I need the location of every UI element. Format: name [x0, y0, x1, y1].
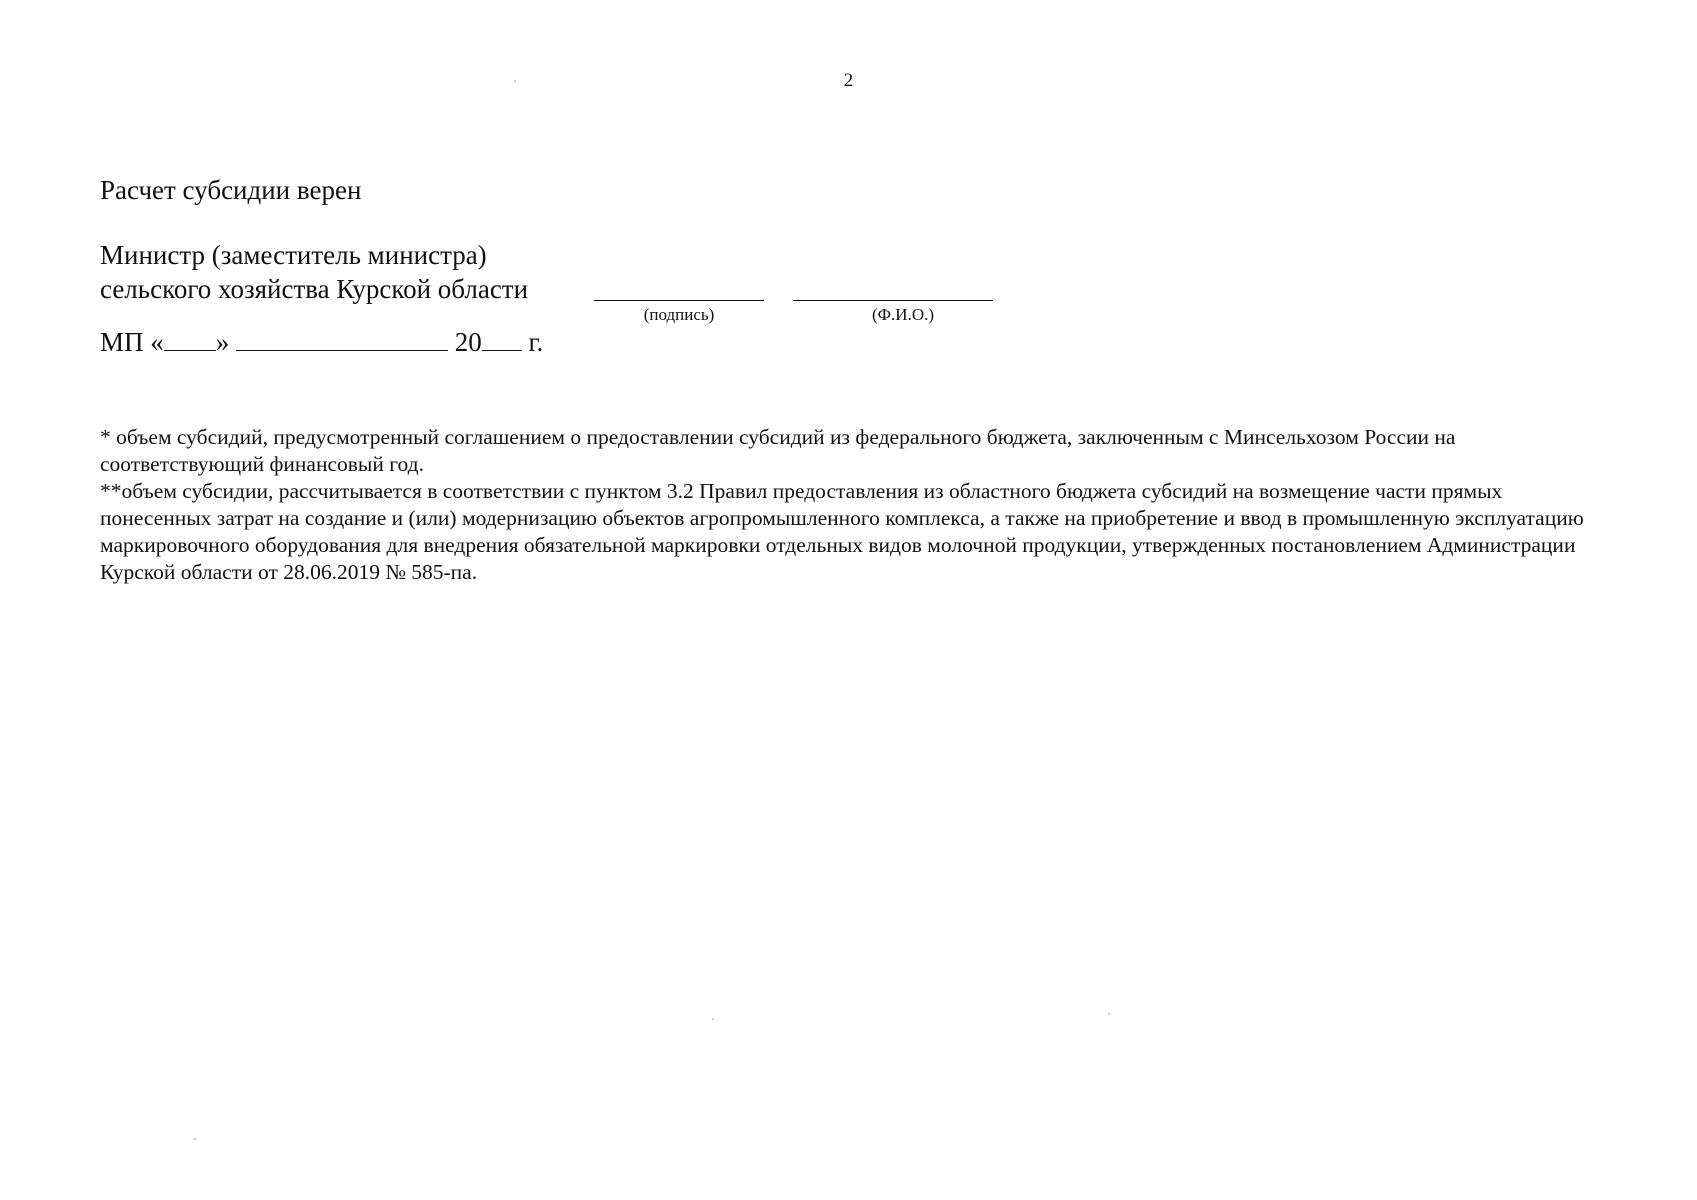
month-blank [236, 328, 448, 351]
full-name-line [793, 300, 993, 301]
year-prefix: 20 [454, 327, 482, 357]
full-name-caption: (Ф.И.О.) [871, 305, 935, 324]
day-blank [164, 328, 216, 351]
signer-title-line-1: Министр (заместитель министра) [100, 240, 487, 270]
signer-title-line-2: сельского хозяйства Курской области [100, 274, 529, 304]
calculation-verdict: Расчет субсидии верен [100, 175, 362, 205]
footnote-federal-subsidy: * объем субсидий, предусмотренный соглашением о предоставлении субсидий из федерального бюджета, заключенным с Минсельхозом России на соответствующий финансовый год. [100, 425, 1456, 476]
footnotes [100, 424, 1600, 586]
scan-speck [712, 1018, 714, 1020]
stamp-date-row [100, 326, 543, 358]
year-suffix: г. [528, 327, 544, 357]
signer-title [100, 238, 528, 306]
footnote-regional-subsidy: **объем субсидии, рассчитывается в соответствии с пунктом 3.2 Правил предоставления из областного бюджета субсидий на возмещение части прямых понесенных затрат на создание и (или) модернизацию объектов агропромышленного комплекса, а также на приобретение и ввод в промышленную эксплуатацию маркировочного оборудования для внедрения обязательной маркировки отдельных видов молочной продукции, утвержденных постановлением Администрации Курской области от 28.06.2019 № 585-па. [100, 479, 1584, 584]
quote-close: » [215, 327, 230, 357]
year-blank [482, 328, 522, 351]
signature-caption: (подпись) [643, 305, 715, 324]
scan-speck [194, 1138, 196, 1140]
page-number: 2 [843, 70, 854, 91]
stamp-prefix: МП « [100, 327, 164, 357]
scan-speck [1108, 1013, 1110, 1015]
signature-line [594, 300, 764, 301]
scan-speck [514, 80, 516, 82]
